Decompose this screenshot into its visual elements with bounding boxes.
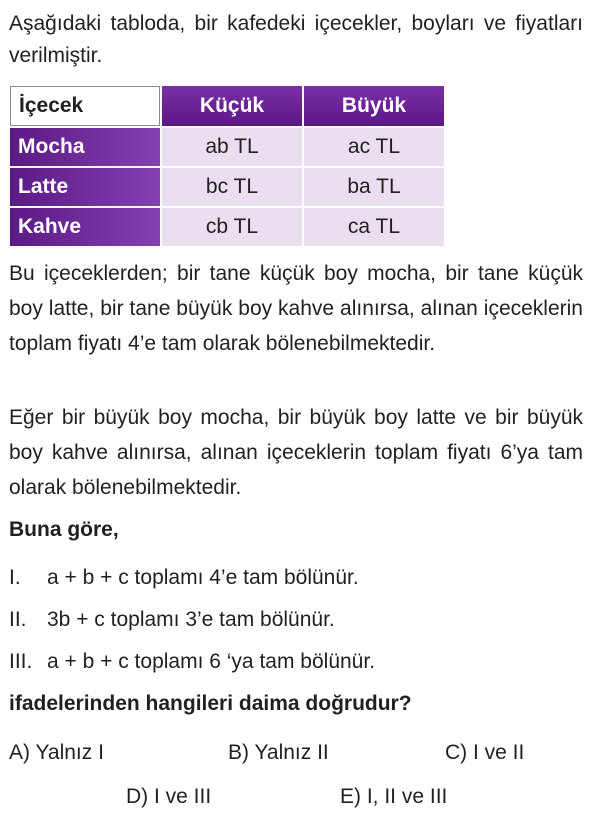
- choice-e[interactable]: E) I, II ve III: [340, 785, 448, 808]
- condition-paragraph-1: Bu içeceklerden; bir tane küçük boy mocha, bir tane küçük boy latte, bir tane büyük boy kahve alınırsa, alınan içeceklerin toplam fiyatı 4’e tam olarak bölenebilmektedir.: [9, 262, 583, 355]
- statement-3: [9, 650, 375, 674]
- row-header-kahve: Kahve: [10, 208, 160, 246]
- table-row: [10, 168, 444, 206]
- table-header-row: [10, 86, 444, 126]
- statement-number: II.: [9, 608, 27, 631]
- lead-text: Buna göre,: [9, 518, 119, 541]
- price-cell: cb TL: [162, 208, 302, 246]
- drinks-price-table: [8, 84, 446, 248]
- statement-text: a + b + c toplamı 6 ‘ya tam bölünür.: [47, 650, 376, 673]
- condition-paragraph-2: Eğer bir büyük boy mocha, bir büyük boy latte ve bir büyük boy kahve alınırsa, alınan içeceklerin toplam fiyatı 6’ya tam olarak bölenebilmektedir.: [9, 406, 583, 499]
- column-header-small: Küçük: [162, 86, 302, 126]
- choice-c[interactable]: C) I ve II: [445, 741, 525, 764]
- column-header-large: Büyük: [304, 86, 444, 126]
- statement-number: III.: [9, 650, 33, 673]
- intro-text: Aşağıdaki tabloda, bir kafedeki içecekler, boyları ve fiyatları verilmiştir.: [9, 12, 583, 67]
- statement-number: I.: [9, 566, 21, 589]
- price-cell: bc TL: [162, 168, 302, 206]
- choice-d[interactable]: D) I ve III: [126, 785, 212, 808]
- price-cell: ac TL: [304, 128, 444, 166]
- price-cell: ca TL: [304, 208, 444, 246]
- statement-2: [9, 608, 335, 632]
- row-header-latte: Latte: [10, 168, 160, 206]
- price-cell: ab TL: [162, 128, 302, 166]
- table-row: [10, 128, 444, 166]
- statement-text: a + b + c toplamı 4’e tam bölünür.: [47, 566, 359, 589]
- table-corner-header: İçecek: [10, 86, 160, 126]
- price-cell: ba TL: [304, 168, 444, 206]
- row-header-mocha: Mocha: [10, 128, 160, 166]
- choice-b[interactable]: B) Yalnız II: [228, 741, 329, 764]
- question-text: ifadelerinden hangileri daima doğrudur?: [9, 692, 412, 715]
- statement-1: [9, 566, 359, 590]
- statement-text: 3b + c toplamı 3’e tam bölünür.: [47, 608, 335, 631]
- choice-a[interactable]: A) Yalnız I: [9, 741, 104, 764]
- table-row: [10, 208, 444, 246]
